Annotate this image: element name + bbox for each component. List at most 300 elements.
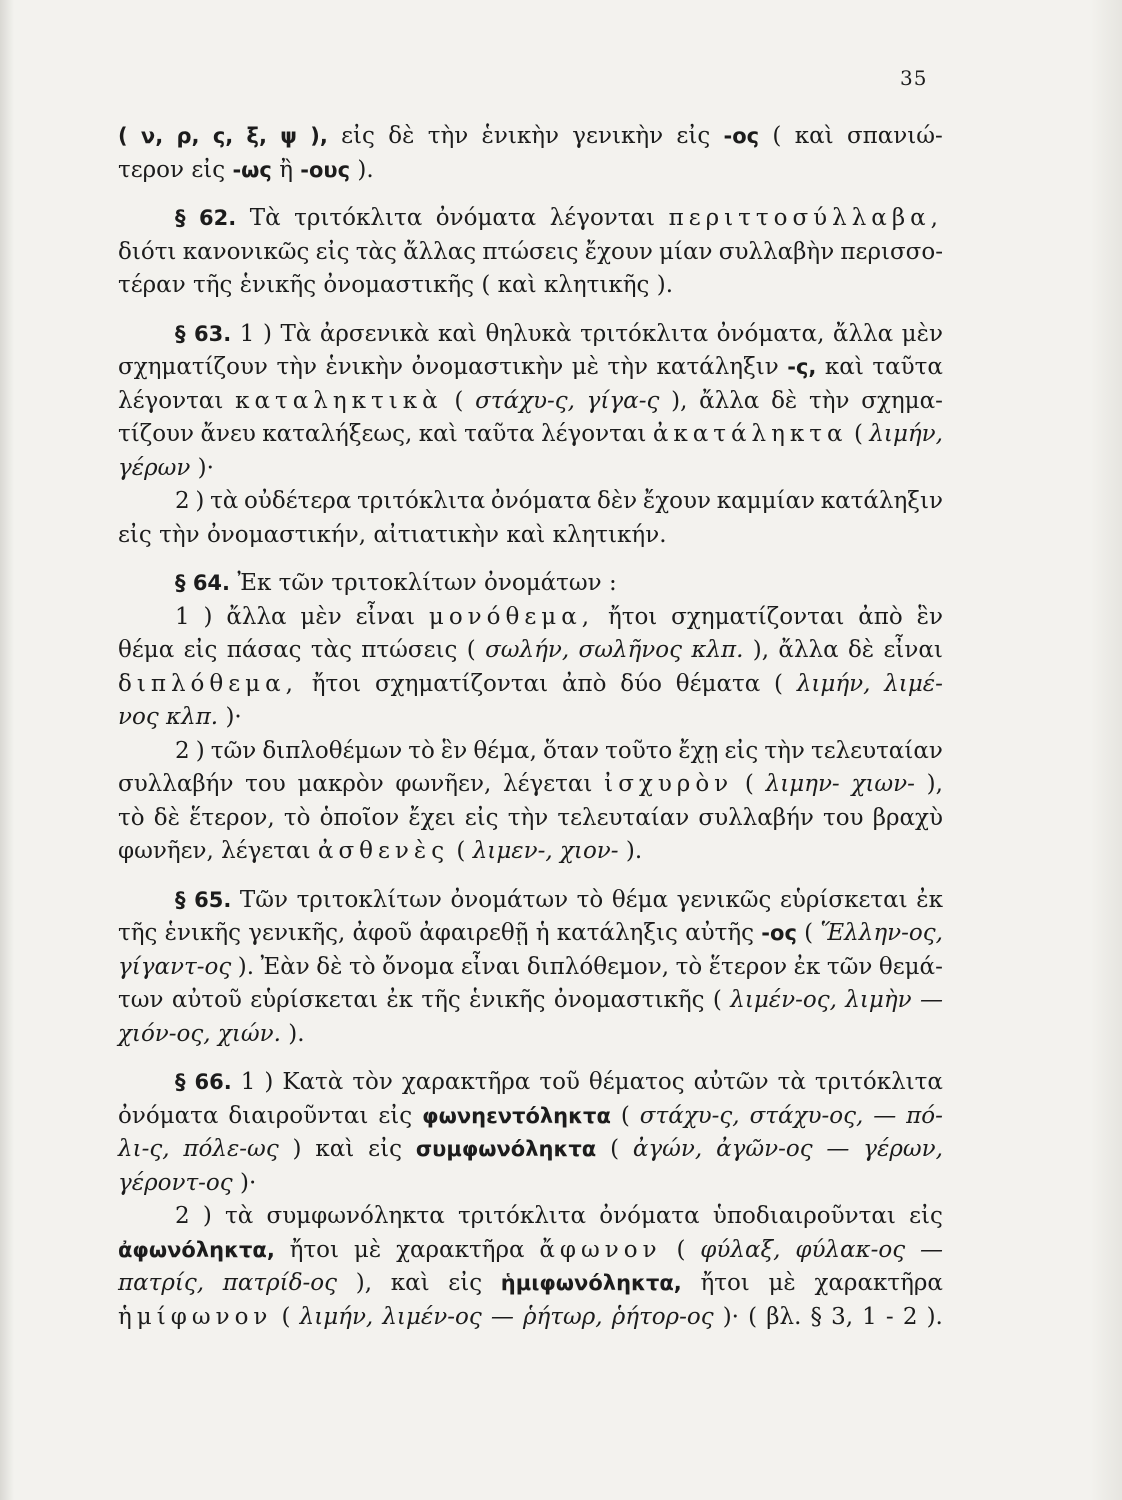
text-run: ὀνόματα, <box>716 320 825 347</box>
word <box>539 1066 580 1100</box>
italic-example: γέρων, <box>863 1136 943 1162</box>
text-run: ὀνόματα <box>599 1203 700 1229</box>
text-run: 1 <box>240 1069 256 1095</box>
section-marker: § <box>175 321 186 346</box>
word <box>553 519 667 553</box>
text-run: τὴν <box>607 354 649 380</box>
text-run: ἐκ <box>916 886 943 913</box>
word <box>774 668 783 702</box>
word <box>225 701 241 735</box>
text-run: ἤτοι <box>311 670 362 697</box>
word <box>175 1200 190 1234</box>
word <box>709 951 787 985</box>
word <box>331 567 476 601</box>
text-run: εἰς <box>909 1203 943 1229</box>
word <box>280 318 311 352</box>
bold-term: -ος <box>723 124 760 148</box>
text-run: σπανιώ- <box>846 123 943 149</box>
word <box>621 1100 630 1134</box>
text-run: ἑνικὴν <box>325 354 403 380</box>
word <box>293 1133 302 1167</box>
text-run: αὐτῶν <box>693 1069 769 1095</box>
word <box>177 120 200 154</box>
word <box>183 1133 278 1167</box>
text-run: καὶ <box>824 354 864 380</box>
text-run: ἀφαιρεθῇ <box>419 920 529 946</box>
text-run: ἤτοι <box>289 1236 340 1263</box>
text-line-l32 <box>118 1234 943 1268</box>
bold-term: ἀφωνόληκτα, <box>118 1237 275 1262</box>
word <box>300 1301 374 1335</box>
spaced-term: διπλόθεμα, <box>118 670 298 697</box>
text-run: δὲ <box>388 123 415 149</box>
word <box>240 269 316 303</box>
word <box>473 735 537 769</box>
text-run: θεμά- <box>878 953 943 980</box>
text-run: μὲ <box>768 1270 796 1296</box>
word <box>811 735 943 769</box>
text-run: εἶναι <box>355 603 416 630</box>
spaced-term: ἀκατάληκτα <box>652 421 848 447</box>
text-line-l28 <box>118 1100 943 1134</box>
text-run: λέγονται <box>549 205 656 231</box>
word <box>310 120 328 154</box>
text-line-l17 <box>118 701 943 735</box>
section-marker: § <box>175 887 186 912</box>
word <box>247 120 267 154</box>
word <box>612 1301 714 1335</box>
italic-example: γίγαντ-ος <box>118 953 232 980</box>
word <box>422 1100 611 1134</box>
section-marker: § <box>175 571 186 595</box>
word <box>610 1133 619 1167</box>
italic-example: στάχυ-ς, <box>475 387 575 414</box>
word <box>873 1100 896 1134</box>
italic-example: ἀγῶν-ος <box>716 1136 813 1162</box>
word <box>262 418 412 452</box>
word <box>845 984 911 1018</box>
text-run: φωνῆεν, <box>118 838 214 864</box>
word <box>357 485 485 519</box>
text-line-l4 <box>118 236 943 270</box>
word <box>402 1066 530 1100</box>
text-run: ). <box>926 1303 943 1330</box>
word <box>572 351 599 385</box>
word <box>396 1234 524 1268</box>
word <box>210 485 238 519</box>
word <box>503 768 592 802</box>
word <box>175 485 190 519</box>
text-run: ). <box>237 953 255 980</box>
text-run: ( <box>748 1303 758 1330</box>
word <box>280 120 297 154</box>
word <box>191 154 225 188</box>
text-line-l5 <box>118 269 943 303</box>
text-line-l34 <box>118 1301 943 1335</box>
word <box>311 634 352 668</box>
italic-example: Ἕλλην-ος, <box>820 920 943 946</box>
word <box>341 120 375 154</box>
text-run: βλ. <box>766 1303 802 1330</box>
text-run: ταῦτα <box>872 354 943 380</box>
text-run: ), <box>926 771 943 797</box>
word <box>356 1267 372 1301</box>
text-run: ). <box>357 156 374 183</box>
word <box>325 351 402 385</box>
word <box>411 351 563 385</box>
text-run: τριτόκλιτα <box>294 205 423 231</box>
paragraph-gap <box>118 552 943 567</box>
word <box>240 318 255 352</box>
text-run: θηλυκὰ <box>485 320 572 347</box>
text-line-l8 <box>118 385 943 419</box>
text-run: ὀνόματα <box>435 205 537 231</box>
word <box>428 120 469 154</box>
word <box>717 485 815 519</box>
text-run: ( <box>281 1303 291 1330</box>
text-run: Ἐὰν <box>260 953 310 980</box>
word <box>118 385 223 419</box>
word <box>753 634 769 668</box>
word <box>831 1301 853 1335</box>
word <box>467 634 476 668</box>
italic-example: χιόν-ος, <box>118 1020 211 1047</box>
text-run: τριτόκλιτα <box>580 320 709 347</box>
word <box>264 1066 273 1100</box>
word <box>544 269 650 303</box>
text-run: εἰς <box>315 238 350 265</box>
word <box>262 735 402 769</box>
text-run: τερον <box>118 156 184 183</box>
text-line-l9 <box>118 418 943 452</box>
text-run: : <box>608 570 617 596</box>
text-run: δύο <box>620 670 662 697</box>
text-run: θέματος <box>588 1069 685 1095</box>
text-run: των <box>118 987 164 1013</box>
text-run: τίζουν <box>118 421 195 447</box>
word <box>484 567 602 601</box>
word <box>454 385 463 419</box>
text-run: χαρακτῆρα <box>401 1069 531 1095</box>
word <box>458 1200 586 1234</box>
text-run: τὰς <box>310 637 352 663</box>
word <box>194 318 231 352</box>
word <box>204 601 213 635</box>
text-run: ), <box>752 637 770 663</box>
text-run: ἑνικῆς <box>164 920 242 946</box>
text-run: πάσας <box>226 637 302 663</box>
text-run: Ἐκ <box>237 570 272 596</box>
word <box>118 452 190 486</box>
word <box>917 601 943 635</box>
word <box>851 768 914 802</box>
word <box>562 668 607 702</box>
text-run: εἰς <box>724 737 759 764</box>
word <box>118 1018 211 1052</box>
text-run: ( <box>481 272 491 298</box>
word <box>883 634 942 668</box>
word <box>225 1200 253 1234</box>
word <box>491 1301 514 1335</box>
italic-example: λιμήν, <box>796 670 871 697</box>
word <box>550 202 655 236</box>
word <box>195 1066 232 1100</box>
word <box>676 668 761 702</box>
text-run: ) <box>264 1069 274 1095</box>
word <box>685 917 754 951</box>
word <box>465 802 499 836</box>
text-run: 2 <box>902 1303 918 1330</box>
word <box>482 236 578 270</box>
text-run: δὲ <box>771 387 798 414</box>
word <box>240 884 288 918</box>
text-run: τῶν <box>278 570 325 596</box>
word <box>587 385 660 419</box>
italic-example: λιμέν-ος <box>382 1303 482 1330</box>
word <box>357 154 373 188</box>
text-run: τὰ <box>210 488 239 514</box>
text-run: καὶ <box>497 272 537 298</box>
italic-example: — <box>490 1303 514 1330</box>
word <box>671 601 844 635</box>
text-line-l22 <box>118 884 943 918</box>
word <box>794 951 821 985</box>
word <box>766 1301 801 1335</box>
text-run: Κατὰ <box>282 1069 344 1095</box>
word <box>557 917 678 951</box>
italic-example: χιον- <box>559 838 619 864</box>
text-run: δὲ <box>153 804 180 831</box>
text-run: διπλοθέμων <box>262 737 403 764</box>
text-run: ) <box>195 488 205 514</box>
italic-example: λιμεν-, <box>472 838 553 864</box>
text-run: ἑνικῆς <box>469 987 546 1013</box>
text-run: σχηματίζονται <box>671 603 845 630</box>
text-run: εἰς <box>118 521 152 548</box>
word <box>218 1018 281 1052</box>
word <box>118 1167 233 1201</box>
word <box>854 418 863 452</box>
word <box>232 154 271 188</box>
text-run: ἄλλα <box>226 603 287 630</box>
text-run: εἰς <box>183 637 218 663</box>
bold-term: -ος <box>761 921 797 945</box>
word <box>605 735 672 769</box>
text-run: ( <box>774 670 784 697</box>
text-run: 2 <box>175 1203 190 1229</box>
word <box>699 385 759 419</box>
bold-term: -ως <box>232 157 272 182</box>
page-number: 35 <box>900 66 928 90</box>
text-run: σχηματίζουν <box>118 354 268 380</box>
text-line-l25 <box>118 984 943 1018</box>
text-run: τὴν <box>764 737 805 764</box>
text-run: τὰ <box>225 1203 254 1229</box>
text-line-l26 <box>118 1018 943 1052</box>
word <box>282 1301 291 1335</box>
bold-term: ξ, <box>246 124 267 148</box>
section-marker: 64. <box>192 571 231 595</box>
word <box>848 634 874 668</box>
text-run: τὸ <box>118 804 145 831</box>
word <box>456 835 465 869</box>
spaced-term: περιττοσύλλαβα, <box>668 205 943 231</box>
text-run: κλητικήν. <box>552 521 667 548</box>
word <box>118 835 214 869</box>
word <box>175 318 186 352</box>
word <box>118 951 231 985</box>
word <box>318 835 449 869</box>
text-run: μίαν <box>659 238 713 265</box>
text-run: οὐδέτερα <box>244 488 352 514</box>
word <box>541 418 646 452</box>
word <box>608 601 657 635</box>
text-run: ( <box>456 838 466 864</box>
italic-example: σωλῆνος <box>578 637 683 663</box>
text-run: καὶ <box>437 320 477 347</box>
word <box>772 120 781 154</box>
text-run: ἄλλα <box>699 387 760 414</box>
word <box>678 735 718 769</box>
section-marker: 62. <box>199 206 237 230</box>
word <box>375 668 548 702</box>
italic-example: φύλαξ, <box>700 1236 781 1263</box>
text-run: ὄνομα <box>382 953 455 980</box>
word <box>261 951 310 985</box>
word <box>766 768 840 802</box>
paragraph-gap <box>118 1051 943 1066</box>
word <box>778 1066 806 1100</box>
bold-term: συμφωνόληκτα <box>415 1137 597 1161</box>
text-line-l2 <box>118 154 943 188</box>
text-run: λέγεται <box>221 838 311 864</box>
text-run: Τῶν <box>239 886 288 913</box>
word <box>577 884 604 918</box>
word <box>795 120 834 154</box>
text-line-l30 <box>118 1167 943 1201</box>
word <box>284 802 311 836</box>
word <box>764 735 805 769</box>
word <box>315 1133 354 1167</box>
text-run: τὴν <box>809 387 850 414</box>
section-marker: 66. <box>194 1070 232 1094</box>
text-run: ἔχει <box>408 804 456 831</box>
text-line-l1 <box>118 120 943 154</box>
text-run: μὲ <box>353 1236 382 1263</box>
text-run: τὸ <box>675 953 703 980</box>
text-run: καταλήξεως, <box>262 421 413 447</box>
text-run: ὀνομαστικῆς <box>553 987 705 1013</box>
word <box>909 1200 943 1234</box>
word <box>589 1066 685 1100</box>
text-run: ἔχουν <box>584 238 653 265</box>
word <box>826 1133 849 1167</box>
word <box>626 835 642 869</box>
word <box>203 1200 212 1234</box>
word <box>408 802 455 836</box>
word <box>750 1100 864 1134</box>
word <box>927 1301 943 1335</box>
text-run: περισσο- <box>840 238 943 265</box>
word <box>820 917 943 951</box>
word <box>723 1301 739 1335</box>
word <box>154 802 180 836</box>
word <box>869 418 943 452</box>
word <box>368 1133 402 1167</box>
bold-term: ( <box>118 124 128 148</box>
text-run: ἄλλα <box>778 637 839 663</box>
word <box>523 1301 603 1335</box>
italic-example: στάχυ-ος, <box>749 1102 864 1129</box>
text-run: τοῦ <box>539 1069 580 1095</box>
word <box>250 202 281 236</box>
word <box>469 984 545 1018</box>
word <box>159 519 200 553</box>
word <box>211 735 256 769</box>
text-run: πτώσεις <box>482 238 579 265</box>
text-run: δὲ <box>847 637 875 663</box>
text-run: ). <box>656 272 674 298</box>
word <box>352 1066 393 1100</box>
word <box>886 1301 894 1335</box>
word <box>884 668 943 702</box>
word <box>498 269 537 303</box>
text-run: τῶν <box>210 737 257 764</box>
word <box>450 884 568 918</box>
italic-example: χιών. <box>217 1020 281 1047</box>
text-run: ἤτοι <box>700 1270 750 1296</box>
word <box>118 1133 170 1167</box>
word <box>244 485 351 519</box>
text-run: του <box>822 804 864 831</box>
bold-term: ν, <box>140 124 164 148</box>
text-line-l19 <box>118 768 943 802</box>
text-run: μὲν <box>300 603 342 630</box>
spaced-term: καταληκτικὰ <box>235 387 443 414</box>
word <box>207 519 366 553</box>
word <box>213 120 233 154</box>
word <box>416 1133 596 1167</box>
text-run: )· <box>239 1169 257 1196</box>
word <box>353 917 412 951</box>
word <box>536 917 550 951</box>
word <box>316 951 342 985</box>
word <box>118 1267 204 1301</box>
word <box>861 385 943 419</box>
italic-example: στάχυ-ς, <box>639 1102 740 1129</box>
word <box>461 951 520 985</box>
word <box>290 1234 339 1268</box>
word <box>872 351 943 385</box>
text-run: ἔχῃ <box>678 737 719 764</box>
word <box>713 984 722 1018</box>
text-run: αὐτῆς <box>685 920 755 946</box>
text-run: τέραν <box>118 272 186 298</box>
text-run: ). <box>625 838 643 864</box>
word <box>248 917 345 951</box>
text-run: ( <box>620 1102 630 1129</box>
text-run: τὴν <box>507 804 549 831</box>
word <box>879 951 943 985</box>
text-run: τὸ <box>576 886 604 913</box>
word <box>676 951 703 985</box>
text-run: ( <box>772 123 782 149</box>
word <box>768 1267 795 1301</box>
word <box>485 318 571 352</box>
word <box>560 835 619 869</box>
word <box>356 601 415 635</box>
word <box>118 634 174 668</box>
